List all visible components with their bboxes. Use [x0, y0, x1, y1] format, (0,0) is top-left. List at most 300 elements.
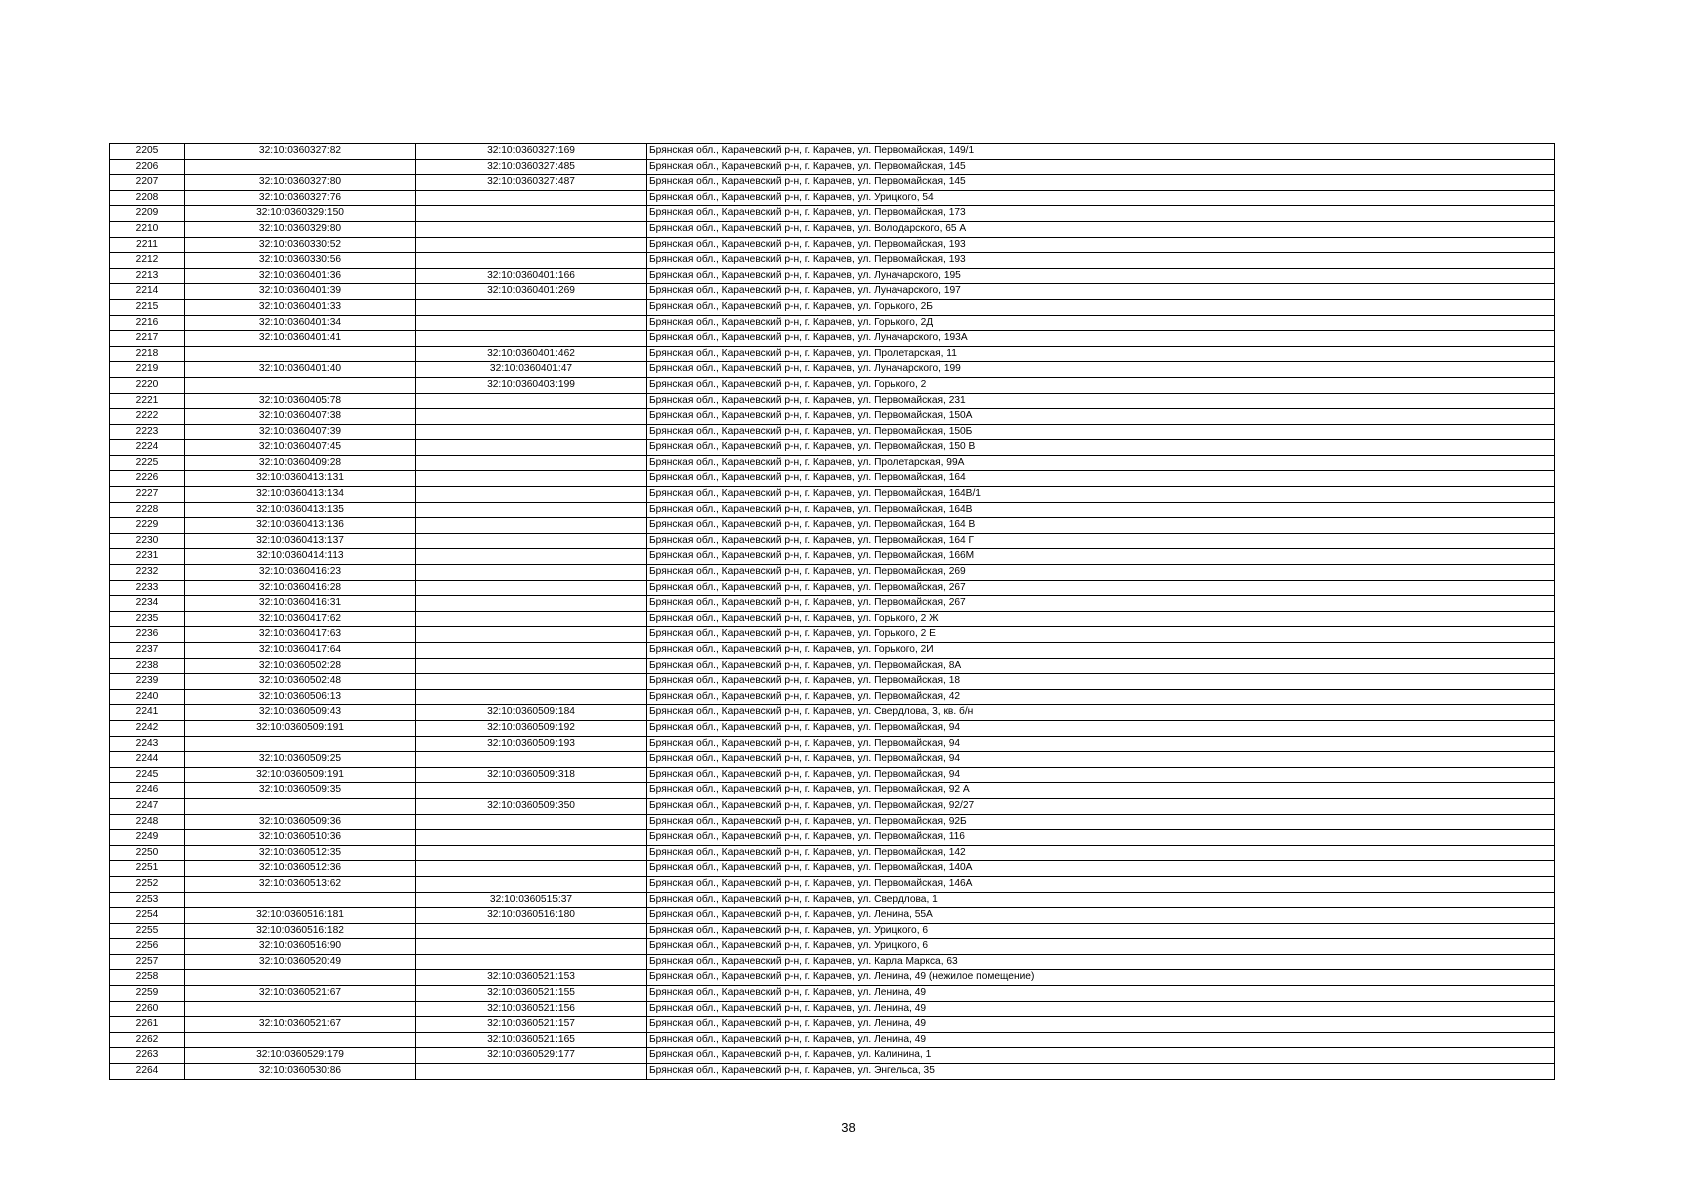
building-cadastral-number-cell [416, 331, 647, 347]
address-cell: Брянская обл., Карачевский р-н, г. Карачев, ул. Первомайская, 94 [647, 752, 1555, 768]
building-cadastral-number-cell: 32:10:0360327:485 [416, 159, 647, 175]
land-cadastral-number-cell: 32:10:0360520:49 [185, 954, 416, 970]
table-row [110, 455, 1555, 471]
table-row [110, 206, 1555, 222]
table-row [110, 939, 1555, 955]
building-cadastral-number-cell: 32:10:0360401:269 [416, 284, 647, 300]
table-row [110, 1048, 1555, 1064]
row-number-cell: 2252 [110, 876, 185, 892]
building-cadastral-number-cell [416, 237, 647, 253]
table-row [110, 331, 1555, 347]
land-cadastral-number-cell [185, 736, 416, 752]
row-number-cell: 2232 [110, 565, 185, 581]
table-row [110, 518, 1555, 534]
land-cadastral-number-cell: 32:10:0360401:33 [185, 299, 416, 315]
address-cell: Брянская обл., Карачевский р-н, г. Карачев, ул. Первомайская, 94 [647, 720, 1555, 736]
table-row [110, 237, 1555, 253]
building-cadastral-number-cell: 32:10:0360521:157 [416, 1017, 647, 1033]
table-row [110, 471, 1555, 487]
address-cell: Брянская обл., Карачевский р-н, г. Карачев, ул. Первомайская, 150А [647, 409, 1555, 425]
table-row [110, 393, 1555, 409]
table-row [110, 565, 1555, 581]
address-cell: Брянская обл., Карачевский р-н, г. Карачев, ул. Первомайская, 164 [647, 471, 1555, 487]
land-cadastral-number-cell: 32:10:0360401:34 [185, 315, 416, 331]
row-number-cell: 2239 [110, 674, 185, 690]
table-row [110, 1017, 1555, 1033]
address-cell: Брянская обл., Карачевский р-н, г. Карачев, ул. Первомайская, 140А [647, 861, 1555, 877]
row-number-cell: 2240 [110, 689, 185, 705]
building-cadastral-number-cell: 32:10:0360327:169 [416, 144, 647, 160]
building-cadastral-number-cell: 32:10:0360521:153 [416, 970, 647, 986]
land-cadastral-number-cell: 32:10:0360401:40 [185, 362, 416, 378]
row-number-cell: 2208 [110, 190, 185, 206]
address-cell: Брянская обл., Карачевский р-н, г. Карачев, ул. Первомайская, 142 [647, 845, 1555, 861]
row-number-cell: 2250 [110, 845, 185, 861]
land-cadastral-number-cell [185, 798, 416, 814]
row-number-cell: 2213 [110, 268, 185, 284]
table-row [110, 643, 1555, 659]
address-cell: Брянская обл., Карачевский р-н, г. Карачев, ул. Пролетарская, 11 [647, 346, 1555, 362]
building-cadastral-number-cell [416, 533, 647, 549]
table-row [110, 1001, 1555, 1017]
building-cadastral-number-cell: 32:10:0360509:318 [416, 767, 647, 783]
land-cadastral-number-cell: 32:10:0360417:63 [185, 627, 416, 643]
building-cadastral-number-cell [416, 221, 647, 237]
building-cadastral-number-cell [416, 814, 647, 830]
row-number-cell: 2212 [110, 253, 185, 269]
address-cell: Брянская обл., Карачевский р-н, г. Карачев, ул. Первомайская, 193 [647, 237, 1555, 253]
row-number-cell: 2238 [110, 658, 185, 674]
property-table [109, 143, 1555, 1080]
building-cadastral-number-cell [416, 424, 647, 440]
land-cadastral-number-cell: 32:10:0360516:182 [185, 923, 416, 939]
land-cadastral-number-cell: 32:10:0360413:134 [185, 487, 416, 503]
building-cadastral-number-cell: 32:10:0360521:156 [416, 1001, 647, 1017]
table-row [110, 892, 1555, 908]
land-cadastral-number-cell: 32:10:0360516:90 [185, 939, 416, 955]
row-number-cell: 2209 [110, 206, 185, 222]
building-cadastral-number-cell: 32:10:0360401:166 [416, 268, 647, 284]
address-cell: Брянская обл., Карачевский р-н, г. Карачев, ул. Первомайская, 42 [647, 689, 1555, 705]
table-row [110, 876, 1555, 892]
building-cadastral-number-cell: 32:10:0360509:192 [416, 720, 647, 736]
land-cadastral-number-cell: 32:10:0360405:78 [185, 393, 416, 409]
row-number-cell: 2243 [110, 736, 185, 752]
land-cadastral-number-cell: 32:10:0360417:64 [185, 643, 416, 659]
address-cell: Брянская обл., Карачевский р-н, г. Карачев, ул. Ленина, 49 [647, 1001, 1555, 1017]
table-row [110, 440, 1555, 456]
land-cadastral-number-cell: 32:10:0360401:41 [185, 331, 416, 347]
address-cell: Брянская обл., Карачевский р-н, г. Карачев, ул. Горького, 2 Е [647, 627, 1555, 643]
address-cell: Брянская обл., Карачевский р-н, г. Карачев, ул. Урицкого, 54 [647, 190, 1555, 206]
land-cadastral-number-cell: 32:10:0360509:191 [185, 720, 416, 736]
land-cadastral-number-cell: 32:10:0360509:35 [185, 783, 416, 799]
land-cadastral-number-cell: 32:10:0360502:28 [185, 658, 416, 674]
table-row [110, 923, 1555, 939]
address-cell: Брянская обл., Карачевский р-н, г. Карачев, ул. Первомайская, 150 В [647, 440, 1555, 456]
land-cadastral-number-cell: 32:10:0360529:179 [185, 1048, 416, 1064]
building-cadastral-number-cell: 32:10:0360515:37 [416, 892, 647, 908]
building-cadastral-number-cell [416, 689, 647, 705]
address-cell: Брянская обл., Карачевский р-н, г. Карачев, ул. Луначарского, 199 [647, 362, 1555, 378]
land-cadastral-number-cell: 32:10:0360512:35 [185, 845, 416, 861]
address-cell: Брянская обл., Карачевский р-н, г. Карачев, ул. Ленина, 55А [647, 908, 1555, 924]
land-cadastral-number-cell: 32:10:0360416:28 [185, 580, 416, 596]
row-number-cell: 2219 [110, 362, 185, 378]
land-cadastral-number-cell [185, 1032, 416, 1048]
land-cadastral-number-cell: 32:10:0360329:80 [185, 221, 416, 237]
table-row [110, 284, 1555, 300]
address-cell: Брянская обл., Карачевский р-н, г. Карачев, ул. Первомайская, 116 [647, 830, 1555, 846]
row-number-cell: 2261 [110, 1017, 185, 1033]
table-row [110, 970, 1555, 986]
row-number-cell: 2264 [110, 1064, 185, 1080]
building-cadastral-number-cell [416, 580, 647, 596]
address-cell: Брянская обл., Карачевский р-н, г. Карачев, ул. Первомайская, 92/27 [647, 798, 1555, 814]
row-number-cell: 2229 [110, 518, 185, 534]
land-cadastral-number-cell: 32:10:0360509:25 [185, 752, 416, 768]
row-number-cell: 2225 [110, 455, 185, 471]
land-cadastral-number-cell: 32:10:0360407:39 [185, 424, 416, 440]
table-row [110, 845, 1555, 861]
land-cadastral-number-cell [185, 346, 416, 362]
address-cell: Брянская обл., Карачевский р-н, г. Карачев, ул. Первомайская, 18 [647, 674, 1555, 690]
table-row [110, 549, 1555, 565]
address-cell: Брянская обл., Карачевский р-н, г. Карачев, ул. Первомайская, 267 [647, 596, 1555, 612]
building-cadastral-number-cell [416, 190, 647, 206]
row-number-cell: 2255 [110, 923, 185, 939]
address-cell: Брянская обл., Карачевский р-н, г. Карачев, ул. Ленина, 49 [647, 1017, 1555, 1033]
building-cadastral-number-cell [416, 440, 647, 456]
building-cadastral-number-cell: 32:10:0360403:199 [416, 377, 647, 393]
building-cadastral-number-cell [416, 409, 647, 425]
row-number-cell: 2247 [110, 798, 185, 814]
row-number-cell: 2258 [110, 970, 185, 986]
building-cadastral-number-cell [416, 1064, 647, 1080]
table-row [110, 377, 1555, 393]
building-cadastral-number-cell [416, 939, 647, 955]
building-cadastral-number-cell: 32:10:0360401:462 [416, 346, 647, 362]
land-cadastral-number-cell: 32:10:0360327:82 [185, 144, 416, 160]
land-cadastral-number-cell [185, 1001, 416, 1017]
land-cadastral-number-cell: 32:10:0360512:36 [185, 861, 416, 877]
address-cell: Брянская обл., Карачевский р-н, г. Карачев, ул. Горького, 2 [647, 377, 1555, 393]
address-cell: Брянская обл., Карачевский р-н, г. Карачев, ул. Пролетарская, 99А [647, 455, 1555, 471]
table-row [110, 487, 1555, 503]
row-number-cell: 2211 [110, 237, 185, 253]
address-cell: Брянская обл., Карачевский р-н, г. Карачев, ул. Энгельса, 35 [647, 1064, 1555, 1080]
table-row [110, 611, 1555, 627]
address-cell: Брянская обл., Карачевский р-н, г. Карачев, ул. Свердлова, 1 [647, 892, 1555, 908]
table-row [110, 986, 1555, 1002]
address-cell: Брянская обл., Карачевский р-н, г. Карачев, ул. Первомайская, 145 [647, 175, 1555, 191]
table-row [110, 674, 1555, 690]
address-cell: Брянская обл., Карачевский р-н, г. Карачев, ул. Луначарского, 193А [647, 331, 1555, 347]
building-cadastral-number-cell [416, 455, 647, 471]
land-cadastral-number-cell: 32:10:0360407:38 [185, 409, 416, 425]
land-cadastral-number-cell: 32:10:0360330:56 [185, 253, 416, 269]
land-cadastral-number-cell: 32:10:0360502:48 [185, 674, 416, 690]
building-cadastral-number-cell [416, 502, 647, 518]
land-cadastral-number-cell: 32:10:0360414:113 [185, 549, 416, 565]
address-cell: Брянская обл., Карачевский р-н, г. Карачев, ул. Первомайская, 94 [647, 767, 1555, 783]
table-row [110, 190, 1555, 206]
address-cell: Брянская обл., Карачевский р-н, г. Карачев, ул. Первомайская, 94 [647, 736, 1555, 752]
address-cell: Брянская обл., Карачевский р-н, г. Карачев, ул. Горького, 2И [647, 643, 1555, 659]
row-number-cell: 2262 [110, 1032, 185, 1048]
building-cadastral-number-cell [416, 393, 647, 409]
building-cadastral-number-cell: 32:10:0360529:177 [416, 1048, 647, 1064]
table-row [110, 533, 1555, 549]
table-row [110, 268, 1555, 284]
address-cell: Брянская обл., Карачевский р-н, г. Карачев, ул. Ленина, 49 [647, 1032, 1555, 1048]
row-number-cell: 2222 [110, 409, 185, 425]
row-number-cell: 2223 [110, 424, 185, 440]
land-cadastral-number-cell: 32:10:0360413:135 [185, 502, 416, 518]
row-number-cell: 2218 [110, 346, 185, 362]
table-row [110, 424, 1555, 440]
address-cell: Брянская обл., Карачевский р-н, г. Карачев, ул. Первомайская, 164В/1 [647, 487, 1555, 503]
address-cell: Брянская обл., Карачевский р-н, г. Карачев, ул. Первомайская, 149/1 [647, 144, 1555, 160]
row-number-cell: 2237 [110, 643, 185, 659]
table-row [110, 299, 1555, 315]
row-number-cell: 2231 [110, 549, 185, 565]
table-row [110, 362, 1555, 378]
building-cadastral-number-cell [416, 923, 647, 939]
building-cadastral-number-cell [416, 253, 647, 269]
land-cadastral-number-cell: 32:10:0360530:86 [185, 1064, 416, 1080]
table-row [110, 253, 1555, 269]
table-row [110, 175, 1555, 191]
row-number-cell: 2244 [110, 752, 185, 768]
row-number-cell: 2248 [110, 814, 185, 830]
row-number-cell: 2254 [110, 908, 185, 924]
table-row [110, 783, 1555, 799]
address-cell: Брянская обл., Карачевский р-н, г. Карачев, ул. Первомайская, 173 [647, 206, 1555, 222]
building-cadastral-number-cell [416, 954, 647, 970]
row-number-cell: 2253 [110, 892, 185, 908]
land-cadastral-number-cell: 32:10:0360417:62 [185, 611, 416, 627]
row-number-cell: 2241 [110, 705, 185, 721]
address-cell: Брянская обл., Карачевский р-н, г. Карачев, ул. Первомайская, 92 А [647, 783, 1555, 799]
table-row [110, 705, 1555, 721]
building-cadastral-number-cell [416, 549, 647, 565]
building-cadastral-number-cell [416, 487, 647, 503]
table-row [110, 221, 1555, 237]
row-number-cell: 2251 [110, 861, 185, 877]
address-cell: Брянская обл., Карачевский р-н, г. Карачев, ул. Первомайская, 8А [647, 658, 1555, 674]
land-cadastral-number-cell: 32:10:0360413:131 [185, 471, 416, 487]
building-cadastral-number-cell: 32:10:0360521:165 [416, 1032, 647, 1048]
table-row [110, 954, 1555, 970]
table-row [110, 720, 1555, 736]
land-cadastral-number-cell: 32:10:0360416:31 [185, 596, 416, 612]
land-cadastral-number-cell: 32:10:0360509:36 [185, 814, 416, 830]
table-row [110, 627, 1555, 643]
building-cadastral-number-cell [416, 861, 647, 877]
row-number-cell: 2220 [110, 377, 185, 393]
building-cadastral-number-cell [416, 658, 647, 674]
row-number-cell: 2228 [110, 502, 185, 518]
row-number-cell: 2245 [110, 767, 185, 783]
row-number-cell: 2246 [110, 783, 185, 799]
table-row [110, 767, 1555, 783]
address-cell: Брянская обл., Карачевский р-н, г. Карачев, ул. Первомайская, 267 [647, 580, 1555, 596]
building-cadastral-number-cell [416, 627, 647, 643]
row-number-cell: 2249 [110, 830, 185, 846]
building-cadastral-number-cell [416, 830, 647, 846]
land-cadastral-number-cell: 32:10:0360510:36 [185, 830, 416, 846]
address-cell: Брянская обл., Карачевский р-н, г. Карачев, ул. Первомайская, 269 [647, 565, 1555, 581]
building-cadastral-number-cell [416, 315, 647, 331]
address-cell: Брянская обл., Карачевский р-н, г. Карачев, ул. Свердлова, 3, кв. б/н [647, 705, 1555, 721]
table-row [110, 596, 1555, 612]
row-number-cell: 2210 [110, 221, 185, 237]
table-row [110, 736, 1555, 752]
building-cadastral-number-cell [416, 611, 647, 627]
row-number-cell: 2214 [110, 284, 185, 300]
address-cell: Брянская обл., Карачевский р-н, г. Карачев, ул. Карла Маркса, 63 [647, 954, 1555, 970]
row-number-cell: 2233 [110, 580, 185, 596]
row-number-cell: 2217 [110, 331, 185, 347]
building-cadastral-number-cell [416, 845, 647, 861]
table-row [110, 144, 1555, 160]
land-cadastral-number-cell: 32:10:0360329:150 [185, 206, 416, 222]
table-row [110, 1032, 1555, 1048]
table-row [110, 908, 1555, 924]
land-cadastral-number-cell [185, 892, 416, 908]
row-number-cell: 2215 [110, 299, 185, 315]
land-cadastral-number-cell: 32:10:0360413:137 [185, 533, 416, 549]
land-cadastral-number-cell: 32:10:0360407:45 [185, 440, 416, 456]
address-cell: Брянская обл., Карачевский р-н, г. Карачев, ул. Володарского, 65 А [647, 221, 1555, 237]
building-cadastral-number-cell: 32:10:0360401:47 [416, 362, 647, 378]
address-cell: Брянская обл., Карачевский р-н, г. Карачев, ул. Первомайская, 166М [647, 549, 1555, 565]
table-row [110, 689, 1555, 705]
row-number-cell: 2227 [110, 487, 185, 503]
land-cadastral-number-cell: 32:10:0360513:62 [185, 876, 416, 892]
address-cell: Брянская обл., Карачевский р-н, г. Карачев, ул. Горького, 2 Ж [647, 611, 1555, 627]
building-cadastral-number-cell [416, 674, 647, 690]
table-row [110, 409, 1555, 425]
row-number-cell: 2260 [110, 1001, 185, 1017]
row-number-cell: 2234 [110, 596, 185, 612]
address-cell: Брянская обл., Карачевский р-н, г. Карачев, ул. Первомайская, 146А [647, 876, 1555, 892]
building-cadastral-number-cell [416, 783, 647, 799]
address-cell: Брянская обл., Карачевский р-н, г. Карачев, ул. Первомайская, 92Б [647, 814, 1555, 830]
land-cadastral-number-cell: 32:10:0360416:23 [185, 565, 416, 581]
building-cadastral-number-cell: 32:10:0360509:184 [416, 705, 647, 721]
address-cell: Брянская обл., Карачевский р-н, г. Карачев, ул. Первомайская, 150Б [647, 424, 1555, 440]
row-number-cell: 2256 [110, 939, 185, 955]
address-cell: Брянская обл., Карачевский р-н, г. Карачев, ул. Первомайская, 193 [647, 253, 1555, 269]
building-cadastral-number-cell [416, 206, 647, 222]
building-cadastral-number-cell [416, 596, 647, 612]
address-cell: Брянская обл., Карачевский р-н, г. Карачев, ул. Горького, 2Б [647, 299, 1555, 315]
table-row [110, 861, 1555, 877]
land-cadastral-number-cell: 32:10:0360506:13 [185, 689, 416, 705]
address-cell: Брянская обл., Карачевский р-н, г. Карачев, ул. Первомайская, 231 [647, 393, 1555, 409]
row-number-cell: 2206 [110, 159, 185, 175]
address-cell: Брянская обл., Карачевский р-н, г. Карачев, ул. Луначарского, 197 [647, 284, 1555, 300]
building-cadastral-number-cell: 32:10:0360509:193 [416, 736, 647, 752]
table-row [110, 1064, 1555, 1080]
row-number-cell: 2221 [110, 393, 185, 409]
address-cell: Брянская обл., Карачевский р-н, г. Карачев, ул. Урицкого, 6 [647, 923, 1555, 939]
land-cadastral-number-cell: 32:10:0360330:52 [185, 237, 416, 253]
building-cadastral-number-cell: 32:10:0360327:487 [416, 175, 647, 191]
row-number-cell: 2257 [110, 954, 185, 970]
land-cadastral-number-cell: 32:10:0360401:36 [185, 268, 416, 284]
land-cadastral-number-cell: 32:10:0360521:67 [185, 986, 416, 1002]
table-row [110, 502, 1555, 518]
building-cadastral-number-cell: 32:10:0360516:180 [416, 908, 647, 924]
page-number: 38 [841, 1120, 856, 1135]
table-row [110, 159, 1555, 175]
row-number-cell: 2259 [110, 986, 185, 1002]
row-number-cell: 2242 [110, 720, 185, 736]
land-cadastral-number-cell: 32:10:0360327:76 [185, 190, 416, 206]
land-cadastral-number-cell: 32:10:0360401:39 [185, 284, 416, 300]
table-row [110, 814, 1555, 830]
building-cadastral-number-cell: 32:10:0360509:350 [416, 798, 647, 814]
address-cell: Брянская обл., Карачевский р-н, г. Карачев, ул. Горького, 2Д [647, 315, 1555, 331]
row-number-cell: 2263 [110, 1048, 185, 1064]
row-number-cell: 2226 [110, 471, 185, 487]
building-cadastral-number-cell [416, 643, 647, 659]
land-cadastral-number-cell: 32:10:0360413:136 [185, 518, 416, 534]
row-number-cell: 2230 [110, 533, 185, 549]
row-number-cell: 2224 [110, 440, 185, 456]
table-row [110, 658, 1555, 674]
address-cell: Брянская обл., Карачевский р-н, г. Карачев, ул. Урицкого, 6 [647, 939, 1555, 955]
land-cadastral-number-cell [185, 377, 416, 393]
table-row [110, 830, 1555, 846]
land-cadastral-number-cell: 32:10:0360509:191 [185, 767, 416, 783]
land-cadastral-number-cell [185, 159, 416, 175]
row-number-cell: 2207 [110, 175, 185, 191]
address-cell: Брянская обл., Карачевский р-н, г. Карачев, ул. Ленина, 49 [647, 986, 1555, 1002]
building-cadastral-number-cell: 32:10:0360521:155 [416, 986, 647, 1002]
building-cadastral-number-cell [416, 752, 647, 768]
land-cadastral-number-cell: 32:10:0360327:80 [185, 175, 416, 191]
table-row [110, 346, 1555, 362]
address-cell: Брянская обл., Карачевский р-н, г. Карачев, ул. Первомайская, 164В [647, 502, 1555, 518]
table-row [110, 315, 1555, 331]
land-cadastral-number-cell: 32:10:0360509:43 [185, 705, 416, 721]
address-cell: Брянская обл., Карачевский р-н, г. Карачев, ул. Первомайская, 164 Г [647, 533, 1555, 549]
address-cell: Брянская обл., Карачевский р-н, г. Карачев, ул. Первомайская, 164 В [647, 518, 1555, 534]
building-cadastral-number-cell [416, 471, 647, 487]
land-cadastral-number-cell: 32:10:0360516:181 [185, 908, 416, 924]
table-body [110, 144, 1555, 1080]
address-cell: Брянская обл., Карачевский р-н, г. Карачев, ул. Ленина, 49 (нежилое помещение) [647, 970, 1555, 986]
row-number-cell: 2205 [110, 144, 185, 160]
land-cadastral-number-cell [185, 970, 416, 986]
land-cadastral-number-cell: 32:10:0360409:28 [185, 455, 416, 471]
building-cadastral-number-cell [416, 876, 647, 892]
address-cell: Брянская обл., Карачевский р-н, г. Карачев, ул. Калинина, 1 [647, 1048, 1555, 1064]
table-row [110, 752, 1555, 768]
table-row [110, 580, 1555, 596]
address-cell: Брянская обл., Карачевский р-н, г. Карачев, ул. Первомайская, 145 [647, 159, 1555, 175]
address-cell: Брянская обл., Карачевский р-н, г. Карачев, ул. Луначарского, 195 [647, 268, 1555, 284]
building-cadastral-number-cell [416, 565, 647, 581]
row-number-cell: 2216 [110, 315, 185, 331]
row-number-cell: 2236 [110, 627, 185, 643]
building-cadastral-number-cell [416, 518, 647, 534]
land-cadastral-number-cell: 32:10:0360521:67 [185, 1017, 416, 1033]
